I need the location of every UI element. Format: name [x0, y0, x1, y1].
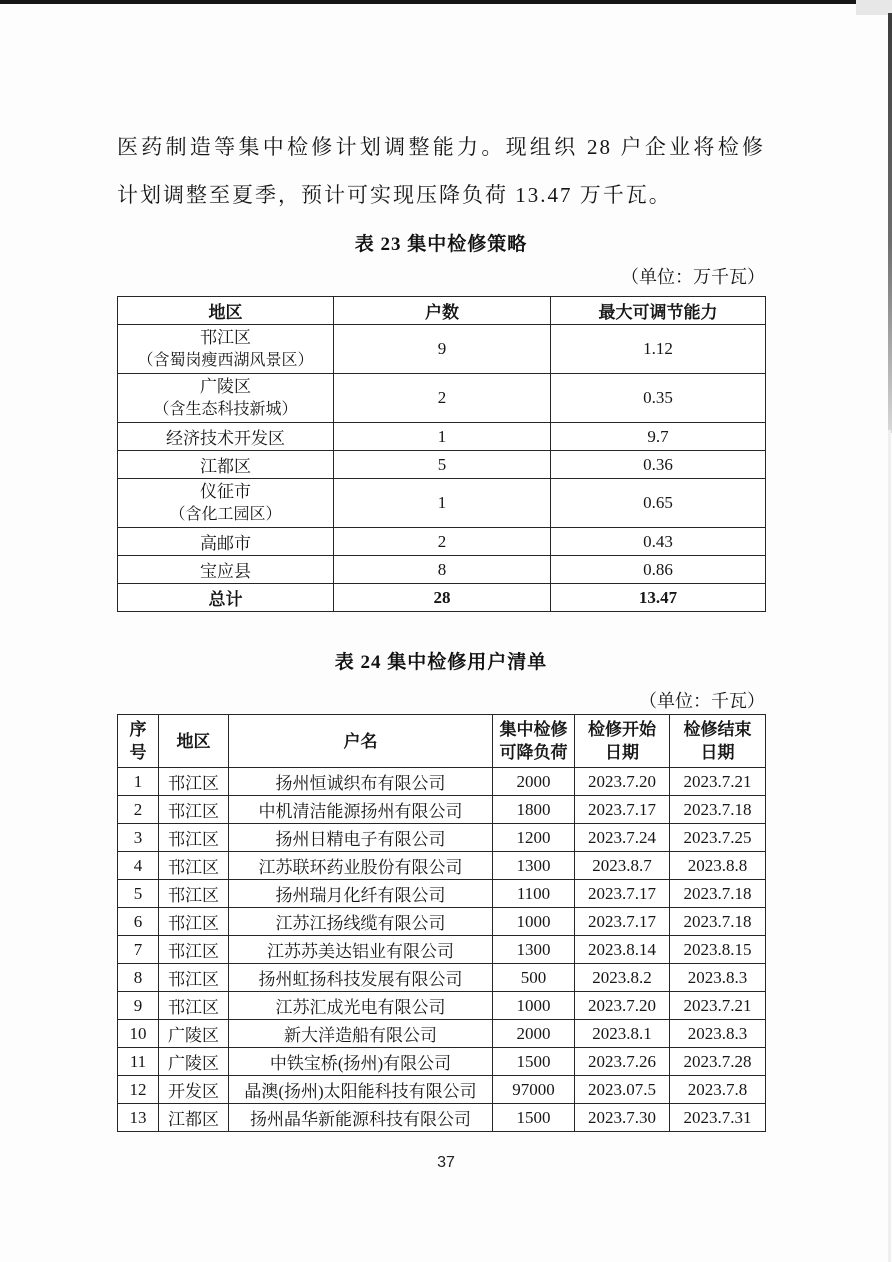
cell-load: 1100: [493, 880, 575, 908]
cell-district: 邗江区: [159, 796, 229, 824]
cell-index: 8: [118, 964, 159, 992]
cell-index: 11: [118, 1048, 159, 1076]
cell-end-date: 2023.7.25: [670, 824, 766, 852]
scan-artifact-right-strip: [888, 13, 892, 433]
cell-start-date: 2023.7.26: [575, 1048, 670, 1076]
cell-end-date: 2023.7.8: [670, 1076, 766, 1104]
header-line: 可降负荷: [499, 743, 568, 762]
cell-region: 江都区: [118, 451, 334, 479]
cell-index: 9: [118, 992, 159, 1020]
header-line: 序: [129, 720, 147, 739]
cell-district: 邗江区: [159, 880, 229, 908]
page-number: 37: [437, 1154, 455, 1171]
table24-unit: （单位：千瓦）: [639, 691, 765, 711]
cell-region: [118, 374, 334, 423]
cell-customer-name: 扬州恒诚织布有限公司: [229, 768, 493, 796]
table23-title: 表 23 集中检修策略: [354, 234, 528, 255]
paragraph-line-1: 医药制造等集中检修计划调整能力。现组织 28 户企业将检修: [117, 135, 765, 159]
cell-households: 8: [334, 556, 551, 584]
scan-artifact-top-right: [856, 0, 892, 15]
table23-body: [118, 325, 766, 584]
cell-region: 经济技术开发区: [118, 423, 334, 451]
cell-index: 4: [118, 852, 159, 880]
cell-capacity: 0.35: [551, 374, 766, 423]
table-row: [118, 479, 766, 528]
table-row: [118, 768, 766, 796]
table-row: [118, 1048, 766, 1076]
cell-end-date: 2023.7.18: [670, 796, 766, 824]
table23-total-row: [118, 584, 766, 612]
cell-start-date: 2023.7.17: [575, 908, 670, 936]
cell-district: 邗江区: [159, 964, 229, 992]
cell-load: 1000: [493, 908, 575, 936]
cell-households: 1: [334, 423, 551, 451]
cell-index: 6: [118, 908, 159, 936]
cell-capacity: 1.12: [551, 325, 766, 374]
col-header-index: [118, 715, 159, 768]
header-line: 日期: [605, 743, 639, 762]
cell-index: 2: [118, 796, 159, 824]
cell-customer-name: 中铁宝桥(扬州)有限公司: [229, 1048, 493, 1076]
cell-end-date: 2023.8.3: [670, 1020, 766, 1048]
region-name: 邗江区: [200, 328, 251, 347]
table-row: [118, 796, 766, 824]
body-paragraph: [117, 123, 765, 219]
cell-load: 1300: [493, 936, 575, 964]
cell-capacity: 0.65: [551, 479, 766, 528]
cell-district: 邗江区: [159, 852, 229, 880]
cell-customer-name: 江苏江扬线缆有限公司: [229, 908, 493, 936]
region-name: 仪征市: [200, 482, 251, 501]
cell-district: 邗江区: [159, 992, 229, 1020]
col-header-district: [159, 715, 229, 768]
scan-artifact-right-faint: [888, 430, 891, 1262]
cell-index: 7: [118, 936, 159, 964]
cell-load: 97000: [493, 1076, 575, 1104]
cell-customer-name: 江苏联环药业股份有限公司: [229, 852, 493, 880]
cell-region: [118, 479, 334, 528]
cell-households: 1: [334, 479, 551, 528]
table24: [117, 714, 766, 1132]
cell-end-date: 2023.7.28: [670, 1048, 766, 1076]
cell-customer-name: 扬州虹扬科技发展有限公司: [229, 964, 493, 992]
cell-end-date: 2023.7.21: [670, 992, 766, 1020]
region-name: 广陵区: [200, 377, 251, 396]
cell-end-date: 2023.7.31: [670, 1104, 766, 1132]
cell-total-households: 28: [334, 584, 551, 612]
table23: [117, 296, 766, 612]
cell-households: 2: [334, 528, 551, 556]
cell-index: 3: [118, 824, 159, 852]
cell-capacity: 0.86: [551, 556, 766, 584]
cell-end-date: 2023.7.21: [670, 768, 766, 796]
cell-start-date: 2023.8.7: [575, 852, 670, 880]
table-row: [118, 1104, 766, 1132]
cell-region: [118, 325, 334, 374]
col-header-customer: [229, 715, 493, 768]
cell-index: 1: [118, 768, 159, 796]
table-row: [118, 1076, 766, 1104]
cell-households: 5: [334, 451, 551, 479]
cell-load: 1500: [493, 1048, 575, 1076]
header-line: 检修结束: [683, 720, 752, 739]
cell-start-date: 2023.8.2: [575, 964, 670, 992]
header-line: 日期: [700, 743, 735, 762]
cell-load: 1800: [493, 796, 575, 824]
header-line: 户名: [343, 731, 378, 751]
table24-body: [118, 768, 766, 1132]
cell-start-date: 2023.8.1: [575, 1020, 670, 1048]
cell-households: 2: [334, 374, 551, 423]
cell-customer-name: 扬州晶华新能源科技有限公司: [229, 1104, 493, 1132]
col-header-start-date: [575, 715, 670, 768]
region-note: （含生态科技新城）: [153, 401, 298, 418]
table-row: [118, 964, 766, 992]
cell-index: 5: [118, 880, 159, 908]
cell-index: 10: [118, 1020, 159, 1048]
table-row: [118, 936, 766, 964]
cell-start-date: 2023.8.14: [575, 936, 670, 964]
paragraph-line-2: 计划调整至夏季，预计可实现压降负荷 13.47 万千瓦。: [117, 183, 672, 207]
cell-district: 邗江区: [159, 908, 229, 936]
cell-region: 宝应县: [118, 556, 334, 584]
cell-load: 1300: [493, 852, 575, 880]
region-note: （含化工园区）: [169, 506, 282, 523]
col-header-region: 地区: [118, 297, 334, 325]
table-row: [118, 556, 766, 584]
cell-district: 广陵区: [159, 1048, 229, 1076]
cell-end-date: 2023.8.15: [670, 936, 766, 964]
col-header-capacity: 最大可调节能力: [551, 297, 766, 325]
header-line: 地区: [176, 731, 211, 751]
cell-customer-name: 扬州瑞月化纤有限公司: [229, 880, 493, 908]
scan-artifact-top-bar: [0, 0, 856, 4]
cell-start-date: 2023.7.20: [575, 768, 670, 796]
cell-customer-name: 中机清洁能源扬州有限公司: [229, 796, 493, 824]
cell-end-date: 2023.7.18: [670, 908, 766, 936]
table-row: [118, 824, 766, 852]
table23-header-row: [118, 297, 766, 325]
cell-end-date: 2023.8.8: [670, 852, 766, 880]
cell-start-date: 2023.7.17: [575, 880, 670, 908]
cell-district: 开发区: [159, 1076, 229, 1104]
table23-unit: （单位：万千瓦）: [621, 267, 765, 287]
cell-district: 广陵区: [159, 1020, 229, 1048]
cell-customer-name: 扬州日精电子有限公司: [229, 824, 493, 852]
cell-index: 12: [118, 1076, 159, 1104]
cell-district: 邗江区: [159, 936, 229, 964]
table-row: [118, 880, 766, 908]
table-row: [118, 423, 766, 451]
cell-households: 9: [334, 325, 551, 374]
cell-start-date: 2023.7.20: [575, 992, 670, 1020]
cell-capacity: 9.7: [551, 423, 766, 451]
cell-load: 1200: [493, 824, 575, 852]
header-line: 集中检修: [499, 720, 568, 739]
cell-capacity: 0.43: [551, 528, 766, 556]
cell-load: 500: [493, 964, 575, 992]
table-row: [118, 992, 766, 1020]
table-row: [118, 451, 766, 479]
cell-district: 邗江区: [159, 824, 229, 852]
table-row: [118, 852, 766, 880]
cell-start-date: 2023.07.5: [575, 1076, 670, 1104]
cell-customer-name: 新大洋造船有限公司: [229, 1020, 493, 1048]
table-row: [118, 374, 766, 423]
region-note: （含蜀岗瘦西湖风景区）: [137, 352, 314, 369]
cell-customer-name: 江苏苏美达铝业有限公司: [229, 936, 493, 964]
cell-load: 2000: [493, 1020, 575, 1048]
cell-district: 邗江区: [159, 768, 229, 796]
table-row: [118, 1020, 766, 1048]
col-header-load: [493, 715, 575, 768]
cell-start-date: 2023.7.30: [575, 1104, 670, 1132]
cell-end-date: 2023.8.3: [670, 964, 766, 992]
cell-total-label: 总计: [118, 584, 334, 612]
cell-district: 江都区: [159, 1104, 229, 1132]
header-line: 号: [129, 743, 147, 762]
cell-customer-name: 晶澳(扬州)太阳能科技有限公司: [229, 1076, 493, 1104]
table-row: [118, 528, 766, 556]
cell-index: 13: [118, 1104, 159, 1132]
col-header-households: 户数: [334, 297, 551, 325]
cell-end-date: 2023.7.18: [670, 880, 766, 908]
cell-load: 2000: [493, 768, 575, 796]
header-line: 检修开始: [588, 720, 656, 739]
cell-capacity: 0.36: [551, 451, 766, 479]
cell-start-date: 2023.7.17: [575, 796, 670, 824]
table24-header-row: [118, 715, 766, 768]
cell-load: 1500: [493, 1104, 575, 1132]
table24-title: 表 24 集中检修用户清单: [334, 652, 548, 673]
cell-load: 1000: [493, 992, 575, 1020]
table-row: [118, 325, 766, 374]
col-header-end-date: [670, 715, 766, 768]
cell-customer-name: 江苏汇成光电有限公司: [229, 992, 493, 1020]
cell-region: 高邮市: [118, 528, 334, 556]
table-row: [118, 908, 766, 936]
cell-start-date: 2023.7.24: [575, 824, 670, 852]
cell-total-capacity: 13.47: [551, 584, 766, 612]
